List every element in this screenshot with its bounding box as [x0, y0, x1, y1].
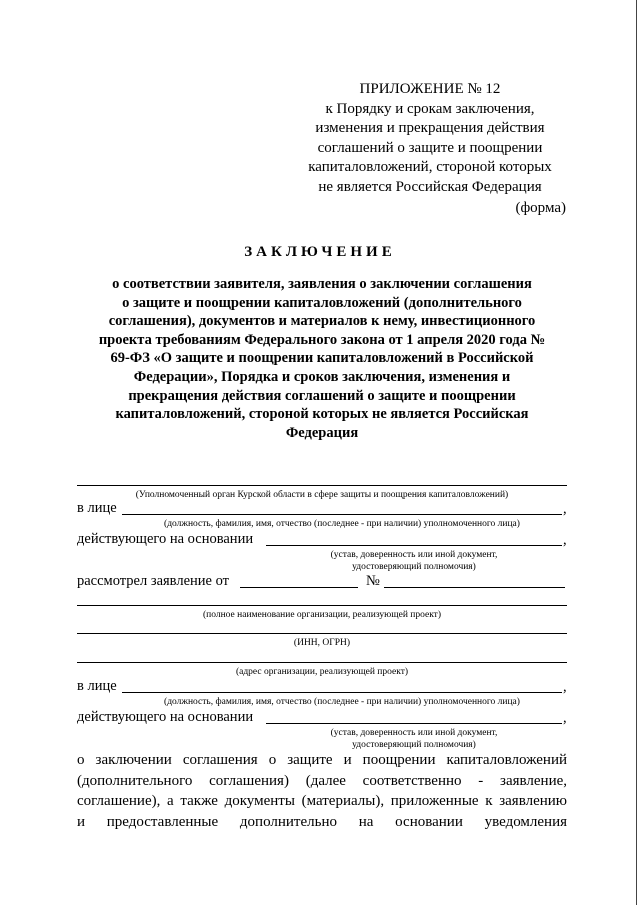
- acting-basis-label: действующего на основании: [77, 531, 254, 547]
- official-caption: (должность, фамилия, имя, отчество (последнее - при наличии) уполномоченного лица): [164, 519, 520, 529]
- appendix-line: изменения и прекращения действия: [315, 120, 545, 136]
- official-field-line-2[interactable]: [122, 692, 562, 693]
- authority-field-line[interactable]: [77, 485, 567, 486]
- basis-field-line-2[interactable]: [266, 723, 562, 724]
- appendix-line: соглашений о защите и поощрении: [317, 139, 543, 156]
- basis-caption2-2: удостоверяющий полномочия): [352, 740, 476, 750]
- appendix-number: ПРИЛОЖЕНИЕ № 12: [359, 81, 501, 97]
- appendix-header: [300, 80, 560, 197]
- org-name-field-line[interactable]: [77, 605, 567, 606]
- address-caption: (адрес организации, реализующей проект): [235, 667, 409, 677]
- subtitle-line: Федерации», Порядка и сроков заключения, изменения и: [133, 368, 511, 385]
- appendix-line: не является Российская Федерация: [318, 178, 542, 195]
- body-line: (дополнительного соглашения) (далее соответственно - заявление,: [77, 772, 567, 789]
- inn-field-line[interactable]: [77, 633, 567, 634]
- appendix-line: к Порядку и срокам заключения,: [325, 100, 535, 117]
- comma: ,: [563, 532, 567, 548]
- subtitle-line: соглашения), документов и материалов к нему, инвестиционного: [108, 313, 536, 330]
- official-field-line[interactable]: [122, 514, 562, 515]
- org-name-caption: (полное наименование организации, реализующей проект): [202, 610, 441, 620]
- comma: ,: [563, 679, 567, 695]
- subtitle-line: капиталовложений, стороной которых не является Российская: [115, 406, 529, 423]
- reviewed-label: рассмотрел заявление от: [77, 573, 229, 589]
- in-person-label: в лице: [77, 500, 117, 516]
- number-sign: №: [366, 573, 380, 589]
- subtitle-line: прекращения действия соглашений о защите и поощрении: [128, 387, 516, 404]
- appendix-line: капиталовложений, стороной которых: [308, 159, 552, 175]
- basis-caption-2: удостоверяющий полномочия): [352, 562, 476, 572]
- form-label: (форма): [515, 200, 566, 216]
- basis-caption-1: (устав, доверенность или иной документ,: [330, 550, 498, 560]
- subtitle-line: Федерация: [285, 424, 359, 441]
- subtitle-line: о защите и поощрении капиталовложений (дополнительного: [122, 294, 522, 311]
- acting-basis-label-2: действующего на основании: [77, 709, 254, 725]
- basis-caption2-1: (устав, доверенность или иной документ,: [330, 728, 498, 738]
- page-edge-line: [636, 0, 637, 905]
- number-field-line[interactable]: [384, 587, 565, 588]
- date-field-line[interactable]: [240, 587, 358, 588]
- basis-field-line[interactable]: [266, 545, 562, 546]
- body-paragraph: [77, 750, 567, 832]
- document-subtitle: [96, 275, 548, 442]
- comma: ,: [563, 501, 567, 517]
- inn-caption: (ИНН, ОГРН): [293, 638, 351, 648]
- subtitle-line: о соответствии заявителя, заявления о заключении соглашения: [112, 276, 532, 292]
- official-caption-2: (должность, фамилия, имя, отчество (последнее - при наличии) уполномоченного лица): [164, 697, 520, 707]
- in-person-label-2: в лице: [77, 678, 117, 694]
- address-field-line[interactable]: [77, 662, 567, 663]
- document-title: ЗАКЛЮЧЕНИЕ: [244, 244, 396, 260]
- body-line: о заключении соглашения о защите и поощрении капиталовложений: [77, 752, 567, 768]
- body-line: и предоставленные дополнительно на основании уведомления: [77, 813, 567, 830]
- subtitle-line: 69-ФЗ «О защите и поощрении капиталовложений в Российской: [110, 350, 534, 367]
- subtitle-line: проекта требованиям Федерального закона от 1 апреля 2020 года №: [98, 331, 546, 348]
- authority-caption: (Уполномоченный орган Курской области в сфере защиты и поощрения капиталовложений): [135, 490, 509, 500]
- comma: ,: [563, 710, 567, 726]
- body-line: соглашение), а также документы (материалы), приложенные к заявлению: [77, 793, 567, 809]
